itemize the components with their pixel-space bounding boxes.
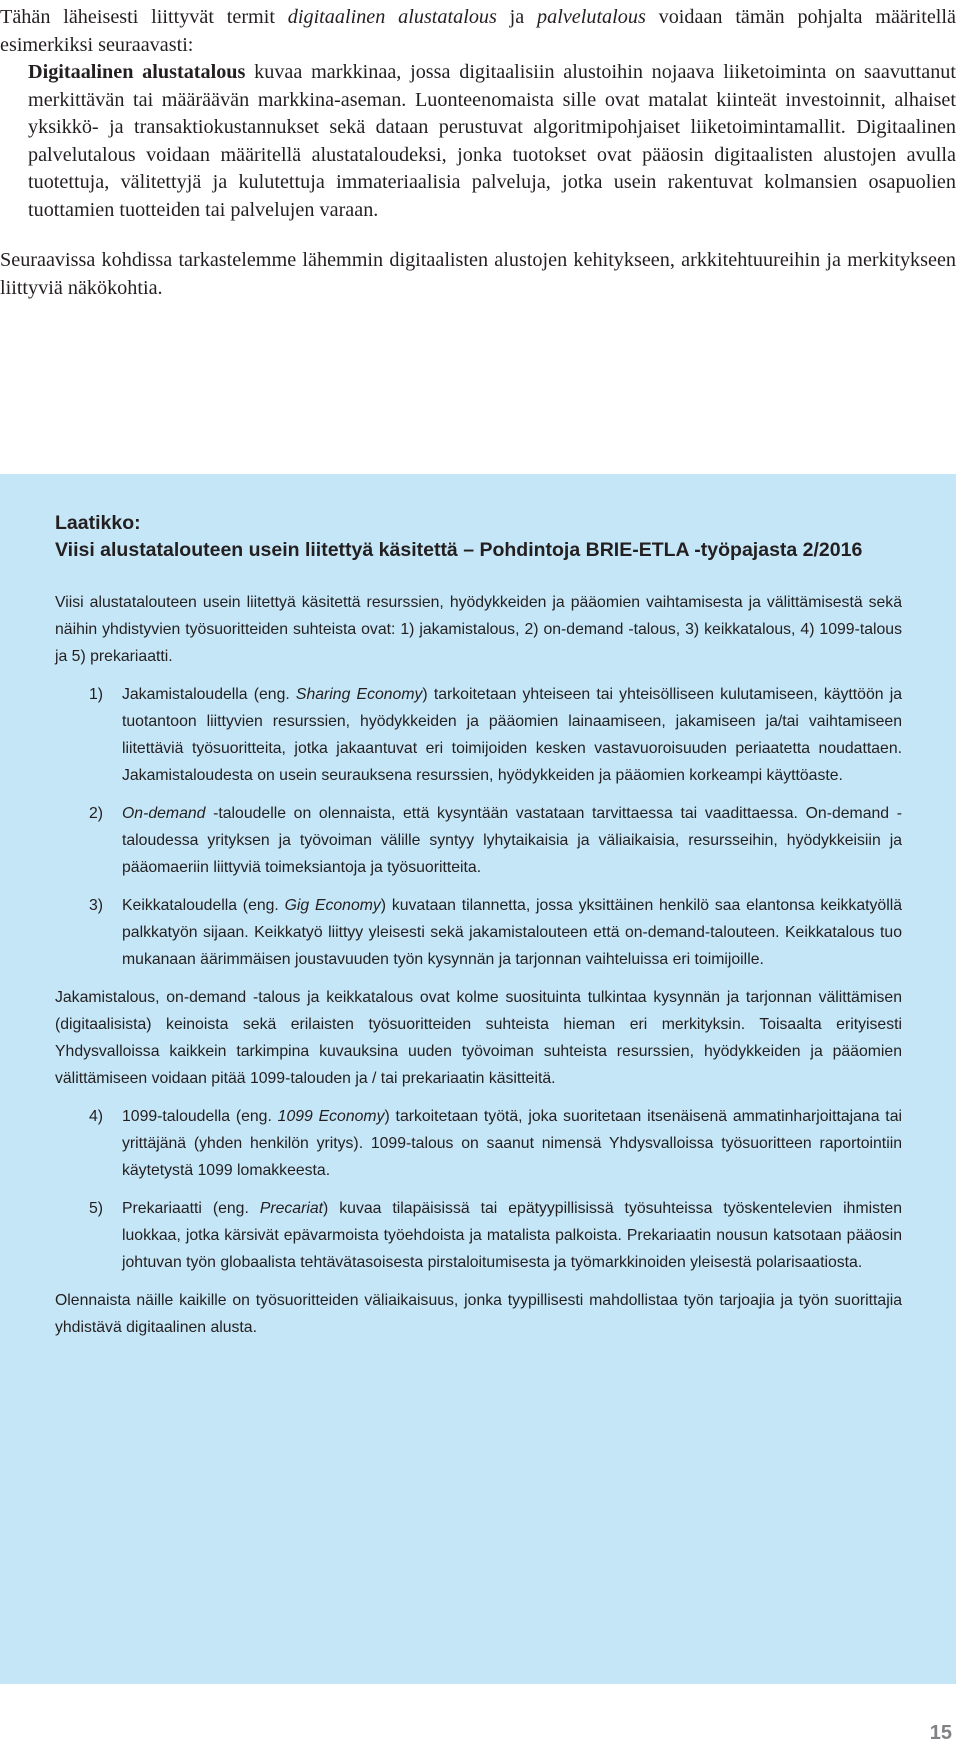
box-title: Viisi alustatalouteen usein liitettyä käsitettä – Pohdintoja BRIE-ETLA -työpajasta 2/2016 (55, 539, 863, 561)
concept-list-b (55, 1103, 902, 1276)
next-sections-paragraph: Seuraavissa kohdissa tarkastelemme lähemmin digitaalisten alustojen kehitykseen, arkkitehtuureihin ja merkitykseen liittyviä näkökohtia. (0, 249, 956, 299)
list-item-text: Prekariaatti (eng. (122, 1200, 260, 1217)
list-item (55, 800, 902, 881)
box-intro-paragraph: Viisi alustatalouteen usein liitettyä käsitettä resurssien, hyödykkeiden ja pääomien vaihtamisesta ja välittämisestä sekä näihin yhdistyvien työsuoritteiden suhteista ovat: 1) jakamistalous, 2) on-demand -talous, 3) keikkatalous, 4) 1099-talous ja 5) prekariaatti. (55, 594, 902, 665)
list-item (55, 681, 902, 789)
list-item (55, 892, 902, 973)
list-item-number: 5) (89, 1200, 104, 1217)
page-number: 15 (929, 1722, 952, 1744)
intro-lead-paragraph (0, 4, 956, 59)
intro-section (0, 4, 956, 302)
list-item (55, 1103, 902, 1184)
list-item-term: 1099 Economy (277, 1108, 385, 1125)
list-item-term: Gig Economy (284, 897, 381, 914)
list-item-text: ) tarkoitetaan työtä, joka suoritetaan itsenäisenä ammatinharjoittajana tai yrittäjänä (yhden henkilön yritys). 1099-talous on saanut nimensä Yhdysvalloissa työsuoritteen raportointiin käytetystä 1099 lomakkeesta. (122, 1108, 902, 1179)
list-item (55, 1195, 902, 1276)
list-item-number: 1) (89, 686, 104, 703)
lead-term-platform-economy: digitaalinen alustatalous (287, 6, 497, 28)
box-closing-paragraph: Olennaista näille kaikille on työsuoritteiden väliaikaisuus, jonka tyypillisesti mahdollistaa työn tarjoajia ja työn suorittajia yhdistävä digitaalinen alusta. (55, 1292, 902, 1336)
box-label: Laatikko: (55, 512, 141, 534)
box-middle-paragraph: Jakamistalous, on-demand -talous ja keikkatalous ovat kolme suosituinta tulkintaa kysynnän ja tarjonnan välittämisen (digitaalisista) keinoista sekä erilaisten työsuoritteiden suhteista hieman eri merkityksin. Toisaalta erityisesti Yhdysvalloissa kaikkein tarkimpina kuvauksina uuden työvoiman suhteista resurssien, hyödykkeiden ja pääomien välittämiseen voidaan pitää 1099-talouden ja / tai prekariaatin käsitteitä. (55, 989, 902, 1087)
list-item-text: ) kuvataan tilannetta, jossa yksittäinen henkilö saa elantonsa keikkatyöllä palkkatyön sijaan. Keikkatyö liittyy yleisesti sekä jakamistalouteen että on-demand-talouteen. Keikkatalous tuo mukanaan äärimmäisen joustavuuden työn kysynnän ja tarjonnan vaihteluissa eri toimijoille. (122, 897, 902, 968)
list-item-text: Jakamistaloudella (eng. (122, 686, 296, 703)
lead-text-start: Tähän läheisesti liittyvät termit (0, 6, 288, 28)
definition-term: Digitaalinen alustatalous (28, 61, 246, 83)
list-item-term: Precariat (259, 1200, 324, 1217)
info-box (0, 474, 956, 1684)
list-item-text: 1099-taloudella (eng. (122, 1108, 278, 1125)
lead-text-end: voidaan tämän pohjalta määritellä esimerkiksi seuraavasti: (0, 6, 956, 56)
box-heading (55, 510, 902, 564)
list-item-text: -taloudelle on olennaista, että kysyntään vastataan tarvittaessa tai vaadittaessa. On-demand -taloudessa yrityksen ja työvoiman välille syntyy lyhytaikaisia ja väliaikaisia, resursseihin, hyödykkeisiin ja pääomaeriin liittyviä toimeksiantoja ja työsuoritteita. (122, 805, 902, 876)
concept-list-a (55, 681, 902, 973)
definition-text: kuvaa markkinaa, jossa digitaalisiin alustoihin nojaava liiketoiminta on saavuttanut merkittävän tai määräävän markkina-aseman. Luonteenomaista sille ovat matalat kiinteät investoinnit, alhaiset yksikkö- ja transaktiokustannukset sekä dataan perustuvat algoritmipohjaiset liiketoimintamallit. Digitaalinen palvelutalous voidaan määritellä alustataloudeksi, jonka tuotokset ovat pääosin digitaalisten alustojen avulla tuotettuja, välitettyjä ja kulutettuja immateriaalisia palveluja, jotka usein rakentuvat kolmansien osapuolien tuottamien tuotteiden tai palvelujen varaan. (28, 61, 956, 221)
list-item-text: ) kuvaa tilapäisissä tai epätyypillisissä työsuhteissa työskentelevien ihmisten luokkaa, jotka kärsivät epävarmoista työehdoista ja matalista palkoista. Prekariaatin nousun katsotaan pääosin johtuvan työn globaalista tehtävätasoisesta pirstaloitumisesta ja työmarkkinoiden yleisestä polarisaatiosta. (122, 1200, 902, 1271)
list-item-number: 4) (89, 1108, 104, 1125)
definition-paragraph (0, 59, 956, 224)
list-item-term: Sharing Economy (295, 686, 423, 703)
lead-term-service-economy: palvelutalous (537, 6, 646, 28)
list-item-number: 2) (89, 805, 104, 822)
list-item-text: Keikkataloudella (eng. (122, 897, 285, 914)
lead-text-conjunction: ja (496, 6, 538, 28)
list-item-number: 3) (89, 897, 104, 914)
list-item-text: ) tarkoitetaan yhteiseen tai yhteisölliseen kulutamiseen, käyttöön ja tuotantoon liittyvien resurssien, hyödykkeiden ja pääomien lainaamiseen, jakamiseen ja/tai vaihtamiseen liitettäviä työsuoritteita, jotka jakaantuvat eri toimijoiden kesken vastavuoroisuuden periaatetta noudattaen. Jakamistaloudesta on usein seurauksena resurssien, hyödykkeiden ja pääomien korkeampi käyttöaste. (122, 686, 902, 784)
list-item-term: On-demand (122, 805, 206, 822)
